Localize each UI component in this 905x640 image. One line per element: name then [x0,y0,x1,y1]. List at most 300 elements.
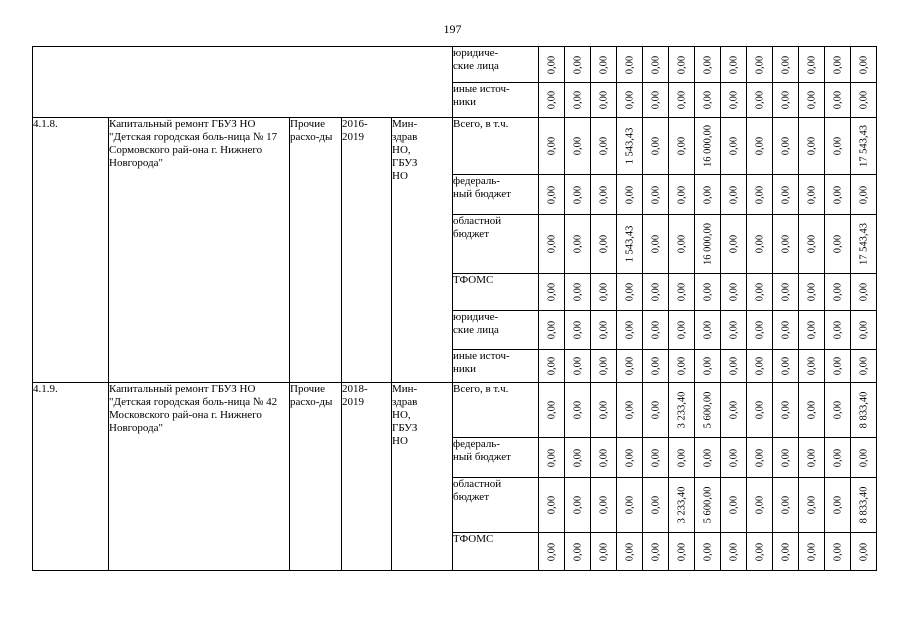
amount-cell [539,83,565,118]
amount-cell [825,118,851,175]
amount-cell [669,533,695,571]
amount-value: 0,00 [780,400,791,420]
amount-value: 0,00 [572,185,583,204]
amount-value: 0,00 [780,90,791,110]
amount-value: 0,00 [780,448,791,467]
item-number: 4.1.9. [33,383,109,571]
table-row [33,383,877,438]
amount-cell [773,438,799,478]
amount-value: 0,00 [598,542,609,561]
amount-value: 0,00 [546,234,557,254]
amount-value: 0,00 [728,282,739,302]
amount-cell [565,47,591,83]
amount-cell [591,311,617,350]
amount-cell [565,383,591,438]
amount-cell [721,438,747,478]
amount-cell [721,533,747,571]
funding-source: иные источ- ники [453,83,539,118]
amount-cell [591,383,617,438]
amount-cell [773,533,799,571]
amount-value: 0,00 [728,185,739,204]
amount-cell [643,215,669,274]
amount-cell [695,274,721,311]
amount-value: 0,00 [754,282,765,302]
amount-value: 0,00 [832,282,843,302]
amount-cell [695,311,721,350]
amount-value: 0,00 [832,448,843,467]
amount-cell [825,47,851,83]
amount-value: 0,00 [780,55,791,74]
amount-value: 0,00 [546,90,557,110]
amount-cell [565,350,591,383]
amount-value: 0,00 [806,400,817,420]
amount-cell [799,274,825,311]
amount-cell [565,478,591,533]
amount-value: 0,00 [806,320,817,340]
amount-cell [825,478,851,533]
amount-value: 0,00 [624,542,635,561]
funding-source: иные источ- ники [453,350,539,383]
amount-cell [539,118,565,175]
amount-cell [721,274,747,311]
amount-cell [669,350,695,383]
amount-value: 1 543,43 [624,127,635,165]
amount-value: 0,00 [754,136,765,156]
amount-value: 0,00 [702,542,713,561]
amount-cell [799,47,825,83]
amount-cell [565,175,591,215]
amount-value: 0,00 [598,55,609,74]
amount-cell [851,274,877,311]
amount-cell [617,47,643,83]
amount-value: 0,00 [598,90,609,110]
amount-value: 16 000,00 [702,223,713,265]
amount-value: 0,00 [780,320,791,340]
amount-value: 0,00 [702,448,713,467]
amount-cell [825,274,851,311]
amount-value: 0,00 [650,55,661,74]
funding-source: ТФОМС [453,533,539,571]
page-number: 197 [443,22,462,36]
amount-cell [669,175,695,215]
amount-value: 0,00 [806,282,817,302]
amount-cell [825,383,851,438]
amount-value: 0,00 [832,90,843,110]
amount-value: 0,00 [676,55,687,74]
amount-value: 0,00 [754,400,765,420]
amount-cell [565,311,591,350]
amount-value: 0,00 [702,185,713,204]
amount-value: 0,00 [572,55,583,74]
amount-value: 0,00 [572,234,583,254]
amount-cell [851,215,877,274]
amount-value: 0,00 [572,356,583,376]
funding-source: федераль- ный бюджет [453,438,539,478]
expense-type: Прочие расхо-ды [290,383,342,571]
amount-cell [825,533,851,571]
amount-cell [591,533,617,571]
funding-source: юридиче- ские лица [453,47,539,83]
amount-value: 0,00 [780,356,791,376]
amount-cell [825,83,851,118]
amount-cell [695,47,721,83]
amount-value: 0,00 [546,448,557,467]
amount-value: 0,00 [754,495,765,515]
amount-value: 0,00 [728,136,739,156]
amount-cell [721,350,747,383]
amount-cell [617,478,643,533]
continued-item-cell [33,47,453,118]
amount-cell [565,274,591,311]
amount-value: 0,00 [624,448,635,467]
amount-cell [643,438,669,478]
amount-value: 0,00 [650,185,661,204]
amount-value: 17 543,43 [858,223,869,265]
amount-value: 0,00 [754,448,765,467]
amount-value: 0,00 [546,400,557,420]
amount-cell [565,83,591,118]
amount-cell [721,311,747,350]
amount-cell [747,83,773,118]
amount-value: 0,00 [624,495,635,515]
amount-value: 0,00 [754,234,765,254]
executor: Мин- здрав НО, ГБУЗ НО [392,118,453,383]
amount-cell [799,383,825,438]
amount-cell [851,118,877,175]
amount-value: 0,00 [806,55,817,74]
amount-cell [851,175,877,215]
amount-value: 0,00 [546,136,557,156]
amount-value: 0,00 [754,542,765,561]
amount-cell [721,175,747,215]
amount-value: 0,00 [780,234,791,254]
amount-value: 0,00 [546,495,557,515]
amount-value: 0,00 [546,55,557,74]
amount-value: 0,00 [676,320,687,340]
amount-value: 0,00 [806,356,817,376]
amount-value: 0,00 [806,90,817,110]
amount-cell [851,47,877,83]
amount-value: 0,00 [676,282,687,302]
amount-value: 0,00 [572,136,583,156]
amount-value: 0,00 [546,282,557,302]
amount-cell [695,383,721,438]
amount-cell [747,274,773,311]
amount-cell [591,274,617,311]
amount-cell [799,311,825,350]
amount-cell [799,83,825,118]
amount-cell [747,350,773,383]
amount-value: 0,00 [624,356,635,376]
amount-cell [695,438,721,478]
amount-cell [643,383,669,438]
amount-cell [721,478,747,533]
amount-cell [617,274,643,311]
amount-cell [695,350,721,383]
amount-value: 0,00 [702,55,713,74]
funding-source: областной бюджет [453,215,539,274]
amount-cell [695,83,721,118]
amount-cell [747,533,773,571]
amount-cell [539,311,565,350]
amount-value: 0,00 [572,90,583,110]
amount-cell [617,383,643,438]
amount-cell [799,215,825,274]
amount-cell [617,311,643,350]
funding-source: юридиче- ские лица [453,311,539,350]
amount-cell [669,438,695,478]
amount-cell [539,478,565,533]
amount-cell [799,438,825,478]
amount-value: 0,00 [650,356,661,376]
expense-type: Прочие расхо-ды [290,118,342,383]
amount-value: 1 543,43 [624,225,635,263]
amount-cell [539,175,565,215]
budget-table [32,46,877,571]
amount-value: 0,00 [806,495,817,515]
amount-cell [721,215,747,274]
amount-value: 0,00 [780,495,791,515]
amount-value: 0,00 [858,55,869,74]
amount-cell [669,83,695,118]
amount-cell [539,274,565,311]
amount-value: 0,00 [832,55,843,74]
amount-cell [539,438,565,478]
amount-value: 0,00 [572,320,583,340]
amount-value: 0,00 [624,55,635,74]
amount-value: 0,00 [780,185,791,204]
amount-value: 0,00 [676,185,687,204]
amount-value: 0,00 [676,542,687,561]
amount-cell [695,478,721,533]
funding-source: ТФОМС [453,274,539,311]
amount-value: 0,00 [624,185,635,204]
amount-cell [617,83,643,118]
amount-value: 0,00 [676,136,687,156]
amount-value: 0,00 [650,320,661,340]
funding-source: федераль- ный бюджет [453,175,539,215]
amount-value: 0,00 [858,320,869,340]
amount-value: 0,00 [832,136,843,156]
amount-cell [643,311,669,350]
amount-cell [669,118,695,175]
amount-value: 0,00 [650,234,661,254]
amount-cell [617,215,643,274]
amount-value: 0,00 [702,356,713,376]
amount-value: 0,00 [728,356,739,376]
executor: Мин- здрав НО, ГБУЗ НО [392,383,453,571]
amount-cell [695,118,721,175]
amount-cell [591,478,617,533]
amount-cell [643,175,669,215]
amount-cell [773,175,799,215]
amount-cell [695,215,721,274]
amount-value: 0,00 [702,90,713,110]
amount-value: 0,00 [754,356,765,376]
amount-value: 0,00 [598,136,609,156]
implementation-period: 2016- 2019 [342,118,392,383]
amount-cell [643,478,669,533]
amount-value: 3 233,40 [676,486,687,524]
amount-value: 0,00 [598,282,609,302]
amount-cell [591,438,617,478]
amount-cell [617,350,643,383]
amount-value: 0,00 [728,90,739,110]
amount-value: 0,00 [806,448,817,467]
amount-cell [565,118,591,175]
amount-cell [747,47,773,83]
amount-cell [669,274,695,311]
amount-cell [825,350,851,383]
amount-cell [825,175,851,215]
amount-cell [721,118,747,175]
amount-value: 0,00 [728,448,739,467]
amount-cell [773,47,799,83]
amount-value: 0,00 [728,400,739,420]
amount-value: 0,00 [806,234,817,254]
amount-value: 0,00 [754,90,765,110]
amount-value: 0,00 [832,185,843,204]
amount-value: 0,00 [650,495,661,515]
amount-value: 0,00 [572,495,583,515]
amount-value: 0,00 [832,542,843,561]
funding-source: Всего, в т.ч. [453,118,539,175]
amount-value: 0,00 [702,320,713,340]
amount-cell [773,350,799,383]
amount-value: 0,00 [650,542,661,561]
amount-value: 0,00 [780,542,791,561]
amount-cell [799,533,825,571]
amount-cell [851,311,877,350]
amount-value: 0,00 [546,356,557,376]
amount-cell [773,478,799,533]
amount-cell [591,175,617,215]
amount-cell [851,438,877,478]
amount-cell [643,83,669,118]
item-name: Капитальный ремонт ГБУЗ НО "Детская городская боль-ница № 42 Московского рай-она г. Нижнего Новгорода" [109,383,290,571]
amount-value: 0,00 [572,448,583,467]
amount-cell [617,533,643,571]
amount-value: 0,00 [832,234,843,254]
amount-value: 0,00 [598,185,609,204]
amount-cell [851,533,877,571]
amount-cell [695,175,721,215]
amount-cell [721,47,747,83]
amount-cell [617,438,643,478]
amount-value: 0,00 [858,185,869,204]
amount-value: 0,00 [676,356,687,376]
amount-cell [565,533,591,571]
amount-value: 0,00 [650,90,661,110]
amount-value: 0,00 [780,136,791,156]
amount-cell [799,350,825,383]
amount-value: 0,00 [754,185,765,204]
amount-value: 0,00 [780,282,791,302]
amount-value: 0,00 [572,282,583,302]
amount-value: 0,00 [546,185,557,204]
amount-value: 0,00 [598,400,609,420]
amount-value: 0,00 [624,400,635,420]
amount-cell [669,383,695,438]
amount-value: 0,00 [858,90,869,110]
amount-value: 0,00 [676,90,687,110]
amount-value: 0,00 [676,234,687,254]
amount-cell [591,83,617,118]
amount-cell [591,47,617,83]
amount-value: 16 000,00 [702,125,713,167]
amount-value: 0,00 [832,400,843,420]
funding-source: областной бюджет [453,478,539,533]
amount-value: 0,00 [806,185,817,204]
amount-cell [799,175,825,215]
amount-cell [539,215,565,274]
amount-cell [565,438,591,478]
amount-cell [851,478,877,533]
amount-value: 3 233,40 [676,391,687,429]
amount-cell [747,215,773,274]
amount-value: 0,00 [624,320,635,340]
amount-value: 0,00 [806,542,817,561]
amount-cell [773,383,799,438]
amount-cell [747,383,773,438]
amount-value: 0,00 [754,320,765,340]
amount-value: 0,00 [598,448,609,467]
amount-value: 0,00 [832,320,843,340]
amount-value: 8 833,40 [858,391,869,429]
amount-value: 0,00 [676,448,687,467]
amount-value: 0,00 [728,495,739,515]
table-row [33,47,877,83]
amount-cell [773,118,799,175]
amount-cell [617,175,643,215]
amount-cell [539,383,565,438]
amount-value: 0,00 [598,234,609,254]
amount-value: 0,00 [754,55,765,74]
table-row [33,118,877,175]
amount-cell [747,438,773,478]
amount-value: 0,00 [546,542,557,561]
amount-value: 0,00 [572,400,583,420]
amount-value: 0,00 [832,356,843,376]
item-number: 4.1.8. [33,118,109,383]
amount-value: 5 600,00 [702,486,713,524]
amount-cell [773,83,799,118]
amount-value: 0,00 [728,234,739,254]
amount-value: 0,00 [572,542,583,561]
amount-value: 0,00 [806,136,817,156]
amount-value: 0,00 [650,136,661,156]
amount-value: 0,00 [650,448,661,467]
amount-cell [851,350,877,383]
amount-cell [643,47,669,83]
amount-cell [669,478,695,533]
amount-cell [591,118,617,175]
amount-cell [539,533,565,571]
item-name: Капитальный ремонт ГБУЗ НО "Детская городская боль-ница № 17 Сормовского рай-она г. Нижнего Новгорода" [109,118,290,383]
amount-value: 0,00 [650,282,661,302]
amount-value: 0,00 [832,495,843,515]
amount-cell [617,118,643,175]
implementation-period: 2018- 2019 [342,383,392,571]
amount-cell [695,533,721,571]
amount-cell [825,311,851,350]
amount-cell [851,383,877,438]
amount-value: 0,00 [702,282,713,302]
amount-value: 0,00 [858,542,869,561]
amount-value: 0,00 [728,55,739,74]
amount-value: 0,00 [624,90,635,110]
amount-value: 8 833,40 [858,486,869,524]
